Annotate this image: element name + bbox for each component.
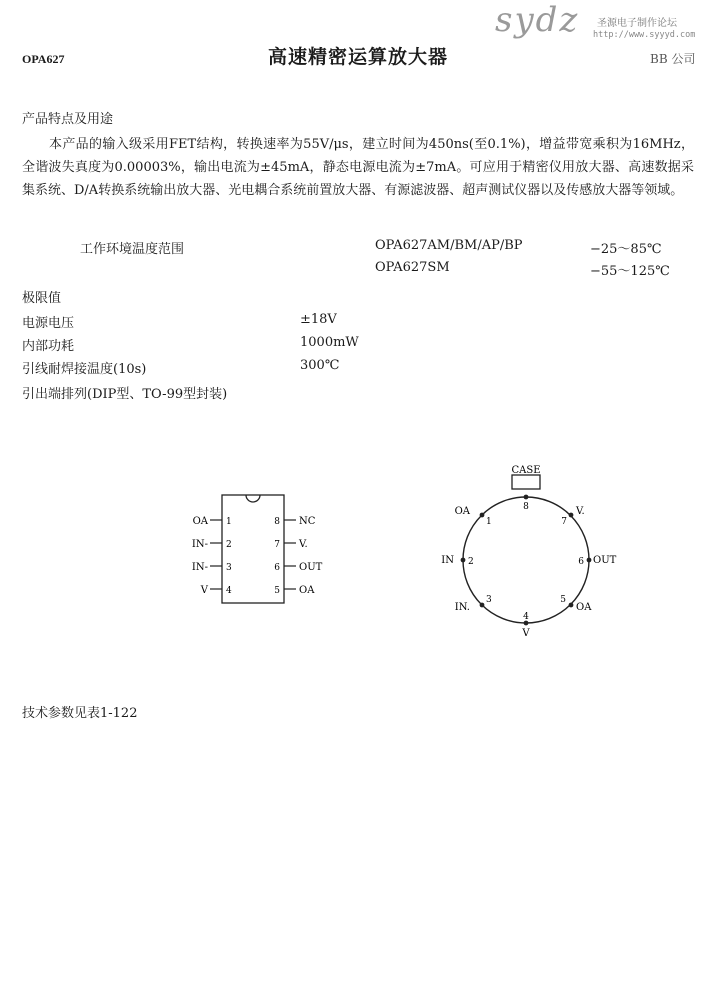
to99-pin-label-4: V — [522, 628, 530, 639]
spec-table-reference: 技术参数见表1-122 — [22, 706, 138, 721]
to99-pin-num-1: 1 — [486, 517, 492, 527]
limit-value-solder: 300℃ — [300, 358, 340, 373]
dip-pin-num-4: 4 — [226, 586, 232, 596]
dip-package-diagram — [180, 490, 340, 620]
limits-heading: 极限值 — [22, 291, 62, 306]
to99-pin-label-7: V. — [576, 506, 585, 517]
dip-pin-label-1: OA — [192, 516, 208, 527]
to99-case-label: CASE — [511, 465, 541, 476]
to99-pin-num-5: 5 — [560, 595, 566, 605]
watermark-name: 圣源电子制作论坛 — [597, 18, 677, 29]
to99-pin-label-3: IN. — [454, 602, 470, 613]
company-name: BB 公司 — [650, 52, 696, 66]
dip-pin-label-2: IN- — [191, 539, 208, 550]
limit-value-supply: ±18V — [300, 312, 337, 327]
limit-label-solder: 引线耐焊接温度(10s) — [22, 362, 147, 377]
to99-pin-label-6: OUT — [593, 555, 617, 566]
dip-pin-num-3: 3 — [226, 563, 232, 573]
to99-case-tab — [512, 475, 540, 489]
features-text: 本产品的输入级采用FET结构，转换速率为55V/μs，建立时间为450ns(至0.1%)，增益带宽乘积为16MHz，全谐波失真度为0.00003%，输出电流为±45mA，静态电源电流为±7mA。可应用于精密仪用放大器、高速数据采集系统、D/A转换系统输出放大器、光电耦合系统前置放大器、有源滤波器、超声测试仪器以及传感放大器等领域。 — [22, 137, 694, 198]
watermark-logo: sydz — [495, 0, 580, 40]
dip-pin-label-7: V. — [299, 539, 308, 550]
dip-pin-label-3: IN- — [191, 562, 208, 573]
temp-model-1: OPA627AM/BM/AP/BP — [375, 238, 523, 253]
features-heading: 产品特点及用途 — [22, 112, 114, 127]
watermark-url: http://www.syyyd.com — [593, 30, 696, 40]
temp-model-2: OPA627SM — [375, 260, 450, 275]
limit-label-power: 内部功耗 — [22, 339, 75, 354]
temp-range-label: 工作环境温度范围 — [80, 242, 185, 257]
to99-pin-num-6: 6 — [578, 557, 584, 567]
watermark — [487, 0, 705, 52]
to99-pin-num-4: 4 — [523, 612, 529, 622]
to99-pin-num-8: 8 — [523, 502, 529, 512]
features-paragraph — [22, 133, 694, 202]
dip-pin-num-5: 5 — [274, 586, 280, 596]
dip-pin-label-6: OUT — [299, 562, 323, 573]
dip-pin-num-2: 2 — [226, 540, 232, 550]
temp-range-2: −55～125℃ — [590, 264, 670, 279]
dip-pin-label-4: V — [200, 585, 208, 596]
to99-pin-label-2: IN — [441, 555, 454, 566]
dip-notch — [246, 495, 260, 502]
page-title: 高速精密运算放大器 — [268, 46, 449, 68]
dip-pin-num-8: 8 — [274, 517, 280, 527]
dip-pin-num-6: 6 — [274, 563, 280, 573]
dip-pin-label-5: OA — [299, 585, 315, 596]
limit-label-supply: 电源电压 — [22, 316, 75, 331]
to99-pin-label-1: OA — [454, 506, 470, 517]
to99-pin-num-3: 3 — [486, 595, 492, 605]
pinout-heading: 引出端排列(DIP型、TO-99型封装) — [22, 387, 228, 402]
to99-package-diagram — [430, 462, 630, 642]
dip-pin-num-1: 1 — [226, 517, 232, 527]
dip-pin-label-8: NC — [299, 516, 316, 527]
temp-range-1: −25～85℃ — [590, 242, 662, 257]
to99-pin-num-7: 7 — [561, 517, 567, 527]
to99-pin-num-2: 2 — [468, 557, 474, 567]
dip-pin-num-7: 7 — [274, 540, 280, 550]
limit-value-power: 1000mW — [300, 335, 359, 350]
part-code: OPA627 — [22, 52, 65, 66]
to99-pin-label-5: OA — [576, 602, 592, 613]
